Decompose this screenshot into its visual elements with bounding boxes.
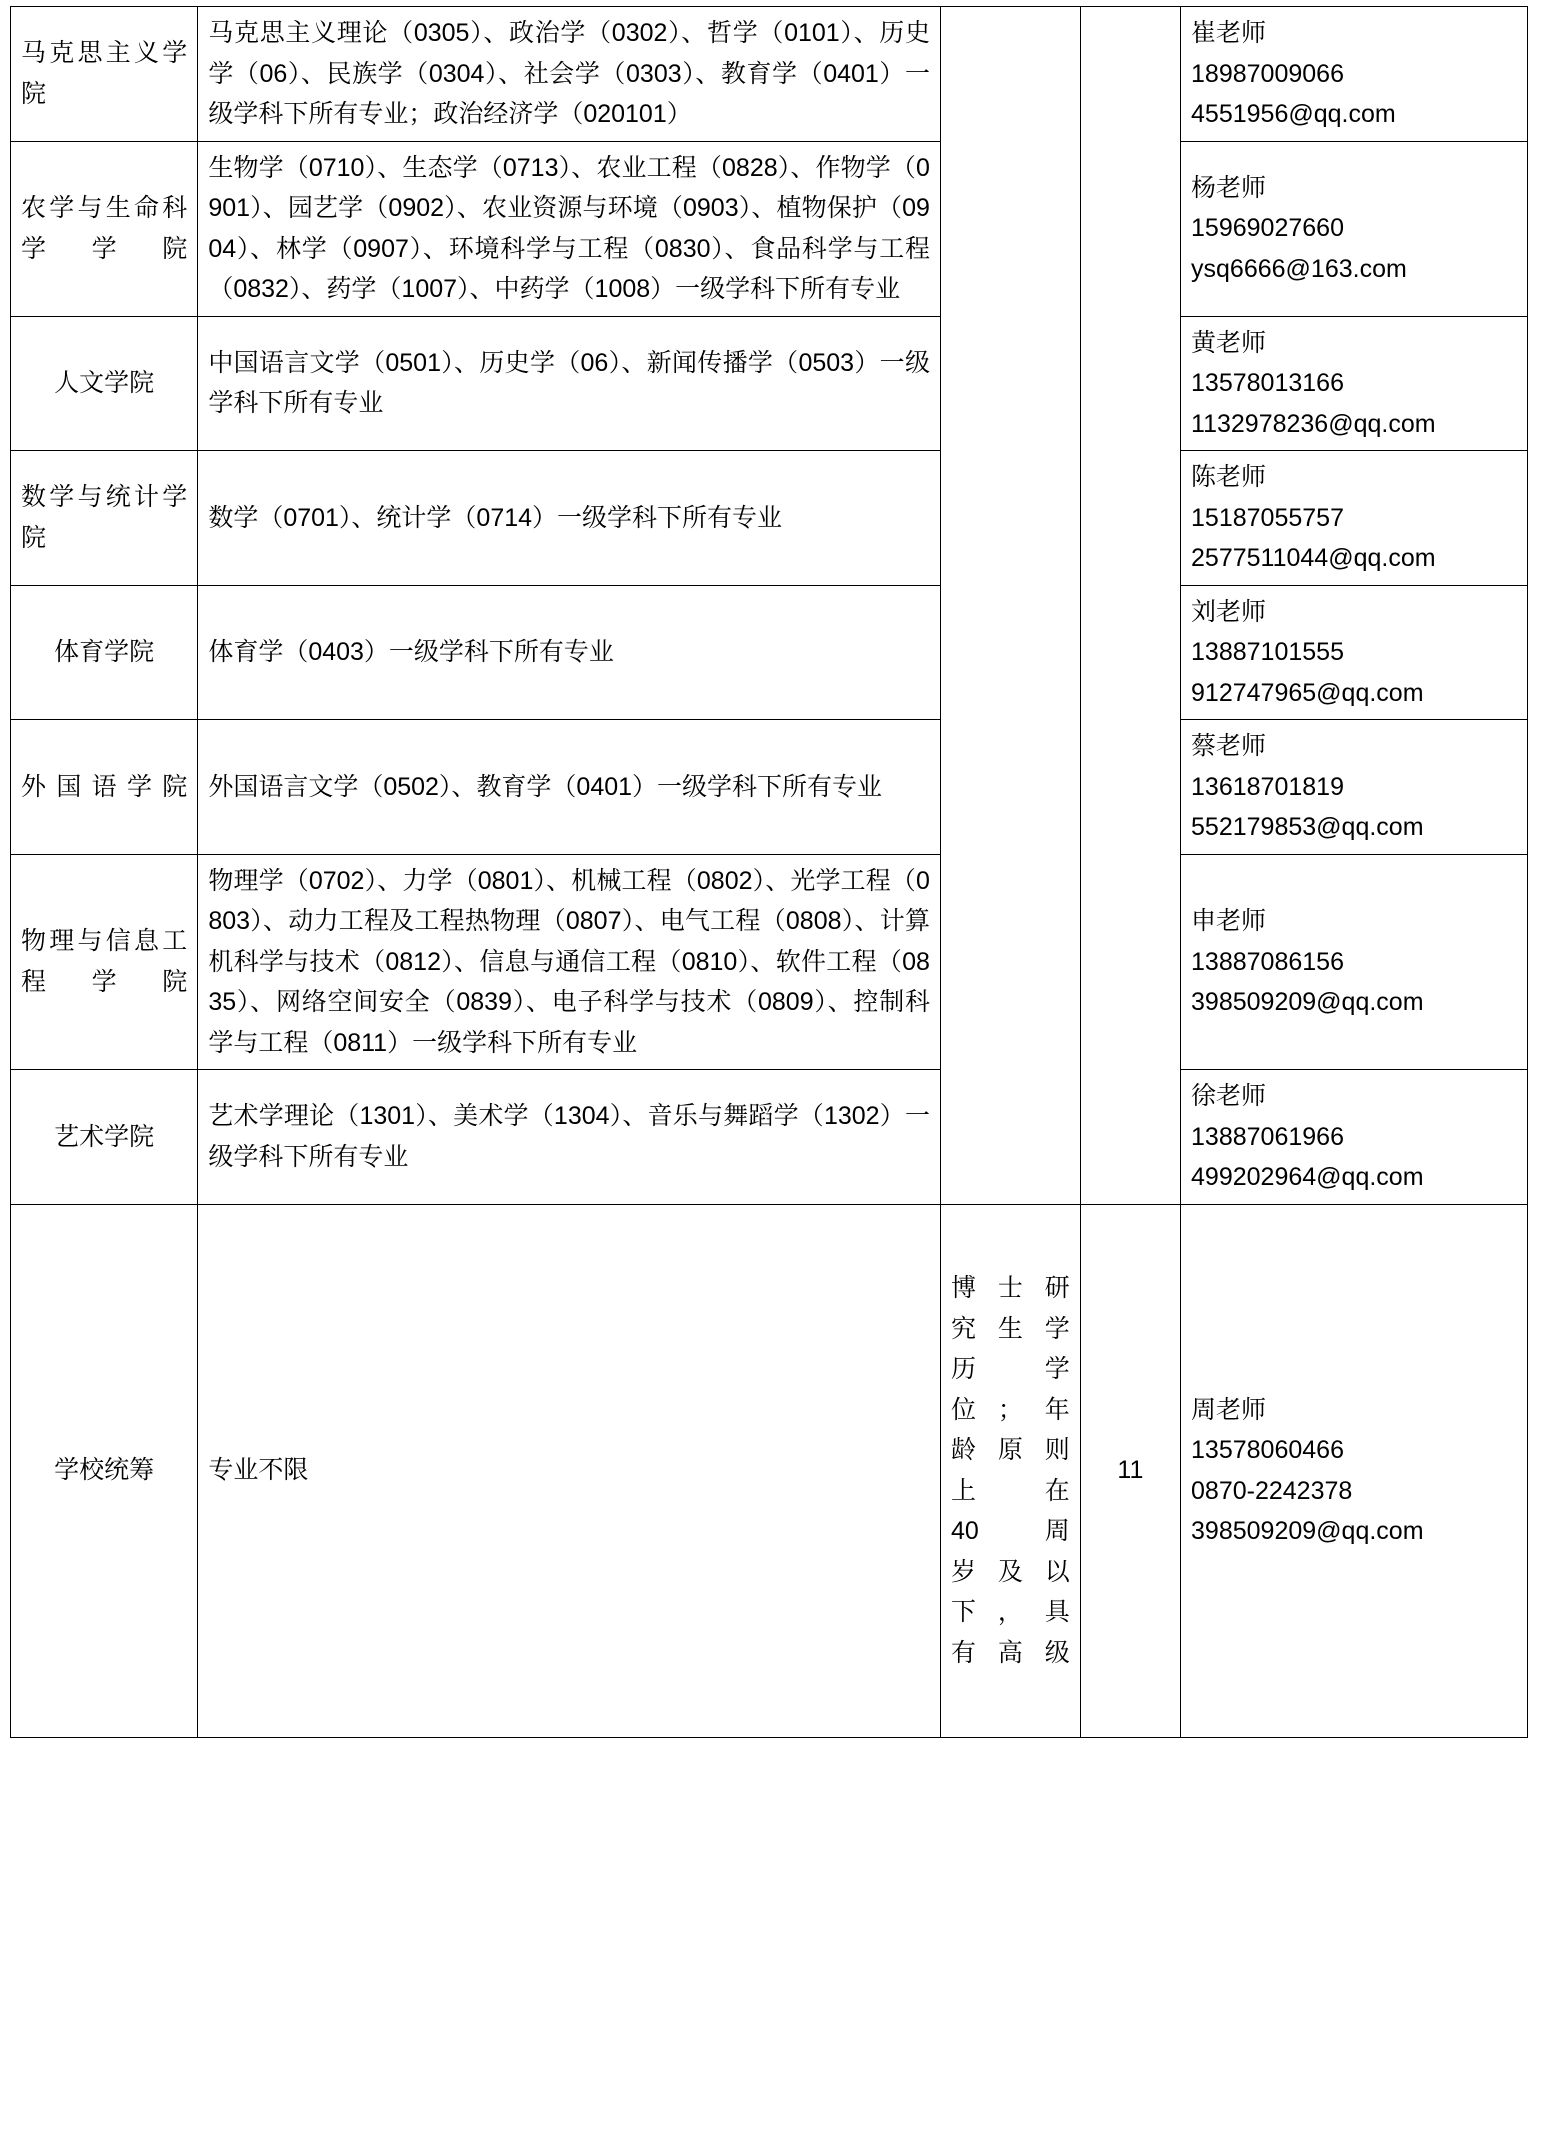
contact-phone: 13578013166 bbox=[1191, 369, 1344, 397]
contact-name: 申老师 bbox=[1191, 907, 1267, 935]
cell-college: 外国语学院 bbox=[11, 720, 198, 855]
contact-name: 刘老师 bbox=[1191, 597, 1267, 626]
table-row bbox=[11, 141, 1528, 316]
contact-email: 398509209@qq.com bbox=[1191, 1517, 1424, 1545]
contact-phone: 15187055757 bbox=[1191, 503, 1344, 532]
cell-requirements bbox=[940, 1204, 1080, 1737]
table-row bbox=[11, 1070, 1528, 1205]
cell-majors: 中国语言文学（0501）、历史学（06）、新闻传播学（0503）一级学科下所有专业 bbox=[198, 316, 941, 451]
contact-phone: 13887061966 bbox=[1191, 1122, 1344, 1151]
cell-contact bbox=[1181, 1070, 1528, 1205]
cell-college: 马克思主义学院 bbox=[11, 7, 198, 142]
contact-name: 蔡老师 bbox=[1191, 732, 1267, 760]
contact-email: 912747965@qq.com bbox=[1191, 678, 1424, 707]
cell-college: 体育学院 bbox=[11, 585, 198, 720]
contact-name: 陈老师 bbox=[1191, 463, 1267, 491]
requirement-line: 上 在 bbox=[950, 1476, 1070, 1505]
cell-contact bbox=[1181, 854, 1528, 1070]
contact-name: 徐老师 bbox=[1191, 1082, 1267, 1110]
cell-contact bbox=[1181, 720, 1528, 855]
contact-phone: 13887086156 bbox=[1191, 947, 1344, 976]
table-row bbox=[11, 316, 1528, 451]
cell-majors: 物理学（0702）、力学（0801）、机械工程（0802）、光学工程（0803）、动力工程及工程热物理（0807）、电气工程（0808）、计算机科学与技术（0812）、信息与通信工程（0810）、软件工程（0835）、网络空间安全（0839）、电子科学与技术（0809）、控制科学与工程（0811）一级学科下所有专业 bbox=[198, 854, 941, 1070]
contact-email: 398509209@qq.com bbox=[1191, 988, 1424, 1016]
table-row bbox=[11, 854, 1528, 1070]
table-row bbox=[11, 451, 1528, 586]
cell-majors: 外国语言文学（0502）、教育学（0401）一级学科下所有专业 bbox=[198, 720, 941, 855]
contact-email: 2577511044@qq.com bbox=[1191, 544, 1436, 572]
cell-headcount-merged bbox=[1080, 7, 1180, 1205]
cell-majors: 马克思主义理论（0305）、政治学（0302）、哲学（0101）、历史学（06）、民族学（0304）、社会学（0303）、教育学（0401）一级学科下所有专业；政治经济学（020101） bbox=[198, 7, 941, 142]
contact-name: 杨老师 bbox=[1191, 173, 1267, 202]
requirement-line: 下，具 bbox=[950, 1598, 1070, 1626]
contact-email: 552179853@qq.com bbox=[1191, 813, 1424, 841]
contact-email: 1132978236@qq.com bbox=[1191, 409, 1436, 438]
requirement-line: 博士研 bbox=[950, 1274, 1070, 1302]
contact-phone: 15969027660 bbox=[1191, 214, 1344, 243]
table-row bbox=[11, 7, 1528, 142]
contact-name: 周老师 bbox=[1191, 1395, 1267, 1424]
contact-email: 4551956@qq.com bbox=[1191, 100, 1396, 128]
contact-email: 499202964@qq.com bbox=[1191, 1163, 1424, 1191]
cell-majors: 体育学（0403）一级学科下所有专业 bbox=[198, 585, 941, 720]
requirement-line: 位；年 bbox=[950, 1395, 1070, 1424]
requirement-line: 岁及以 bbox=[950, 1557, 1070, 1586]
cell-contact bbox=[1181, 585, 1528, 720]
cell-college: 艺术学院 bbox=[11, 1070, 198, 1205]
cell-contact bbox=[1181, 316, 1528, 451]
cell-contact bbox=[1181, 7, 1528, 142]
cell-contact bbox=[1181, 451, 1528, 586]
cell-college: 数学与统计学院 bbox=[11, 451, 198, 586]
cell-majors: 数学（0701）、统计学（0714）一级学科下所有专业 bbox=[198, 451, 941, 586]
cell-college: 人文学院 bbox=[11, 316, 198, 451]
cell-contact bbox=[1181, 141, 1528, 316]
cell-requirements-merged bbox=[940, 7, 1080, 1205]
contact-phone: 13887101555 bbox=[1191, 638, 1344, 666]
table-row bbox=[11, 720, 1528, 855]
requirement-line: 究生学 bbox=[950, 1314, 1070, 1343]
requirement-line: 有高级 bbox=[950, 1638, 1070, 1667]
table-row bbox=[11, 1204, 1528, 1737]
cell-contact bbox=[1181, 1204, 1528, 1737]
contact-email: ysq6666@163.com bbox=[1191, 254, 1407, 283]
cell-college: 农学与生命科学学院 bbox=[11, 141, 198, 316]
requirement-line: 龄原则 bbox=[950, 1436, 1070, 1464]
cell-college: 物理与信息工程学院 bbox=[11, 854, 198, 1070]
contact-phone-landline: 0870-2242378 bbox=[1191, 1476, 1353, 1505]
cell-majors: 生物学（0710）、生态学（0713）、农业工程（0828）、作物学（0901）、园艺学（0902）、农业资源与环境（0903）、植物保护（0904）、林学（0907）、环境科学与工程（0830）、食品科学与工程（0832）、药学（1007）、中药学（1008）一级学科下所有专业 bbox=[198, 141, 941, 316]
requirement-line: 40 周 bbox=[950, 1517, 1070, 1545]
recruitment-table bbox=[10, 6, 1528, 1738]
cell-majors: 专业不限 bbox=[198, 1204, 941, 1737]
cell-college: 学校统筹 bbox=[11, 1204, 198, 1737]
contact-phone: 13578060466 bbox=[1191, 1436, 1344, 1464]
requirement-line: 历 学 bbox=[950, 1355, 1070, 1383]
contact-name: 崔老师 bbox=[1191, 19, 1267, 47]
contact-name: 黄老师 bbox=[1191, 328, 1267, 357]
table-row bbox=[11, 585, 1528, 720]
contact-phone: 18987009066 bbox=[1191, 59, 1344, 88]
contact-phone: 13618701819 bbox=[1191, 772, 1344, 801]
cell-majors: 艺术学理论（1301）、美术学（1304）、音乐与舞蹈学（1302）一级学科下所有专业 bbox=[198, 1070, 941, 1205]
cell-headcount: 11 bbox=[1080, 1204, 1180, 1737]
